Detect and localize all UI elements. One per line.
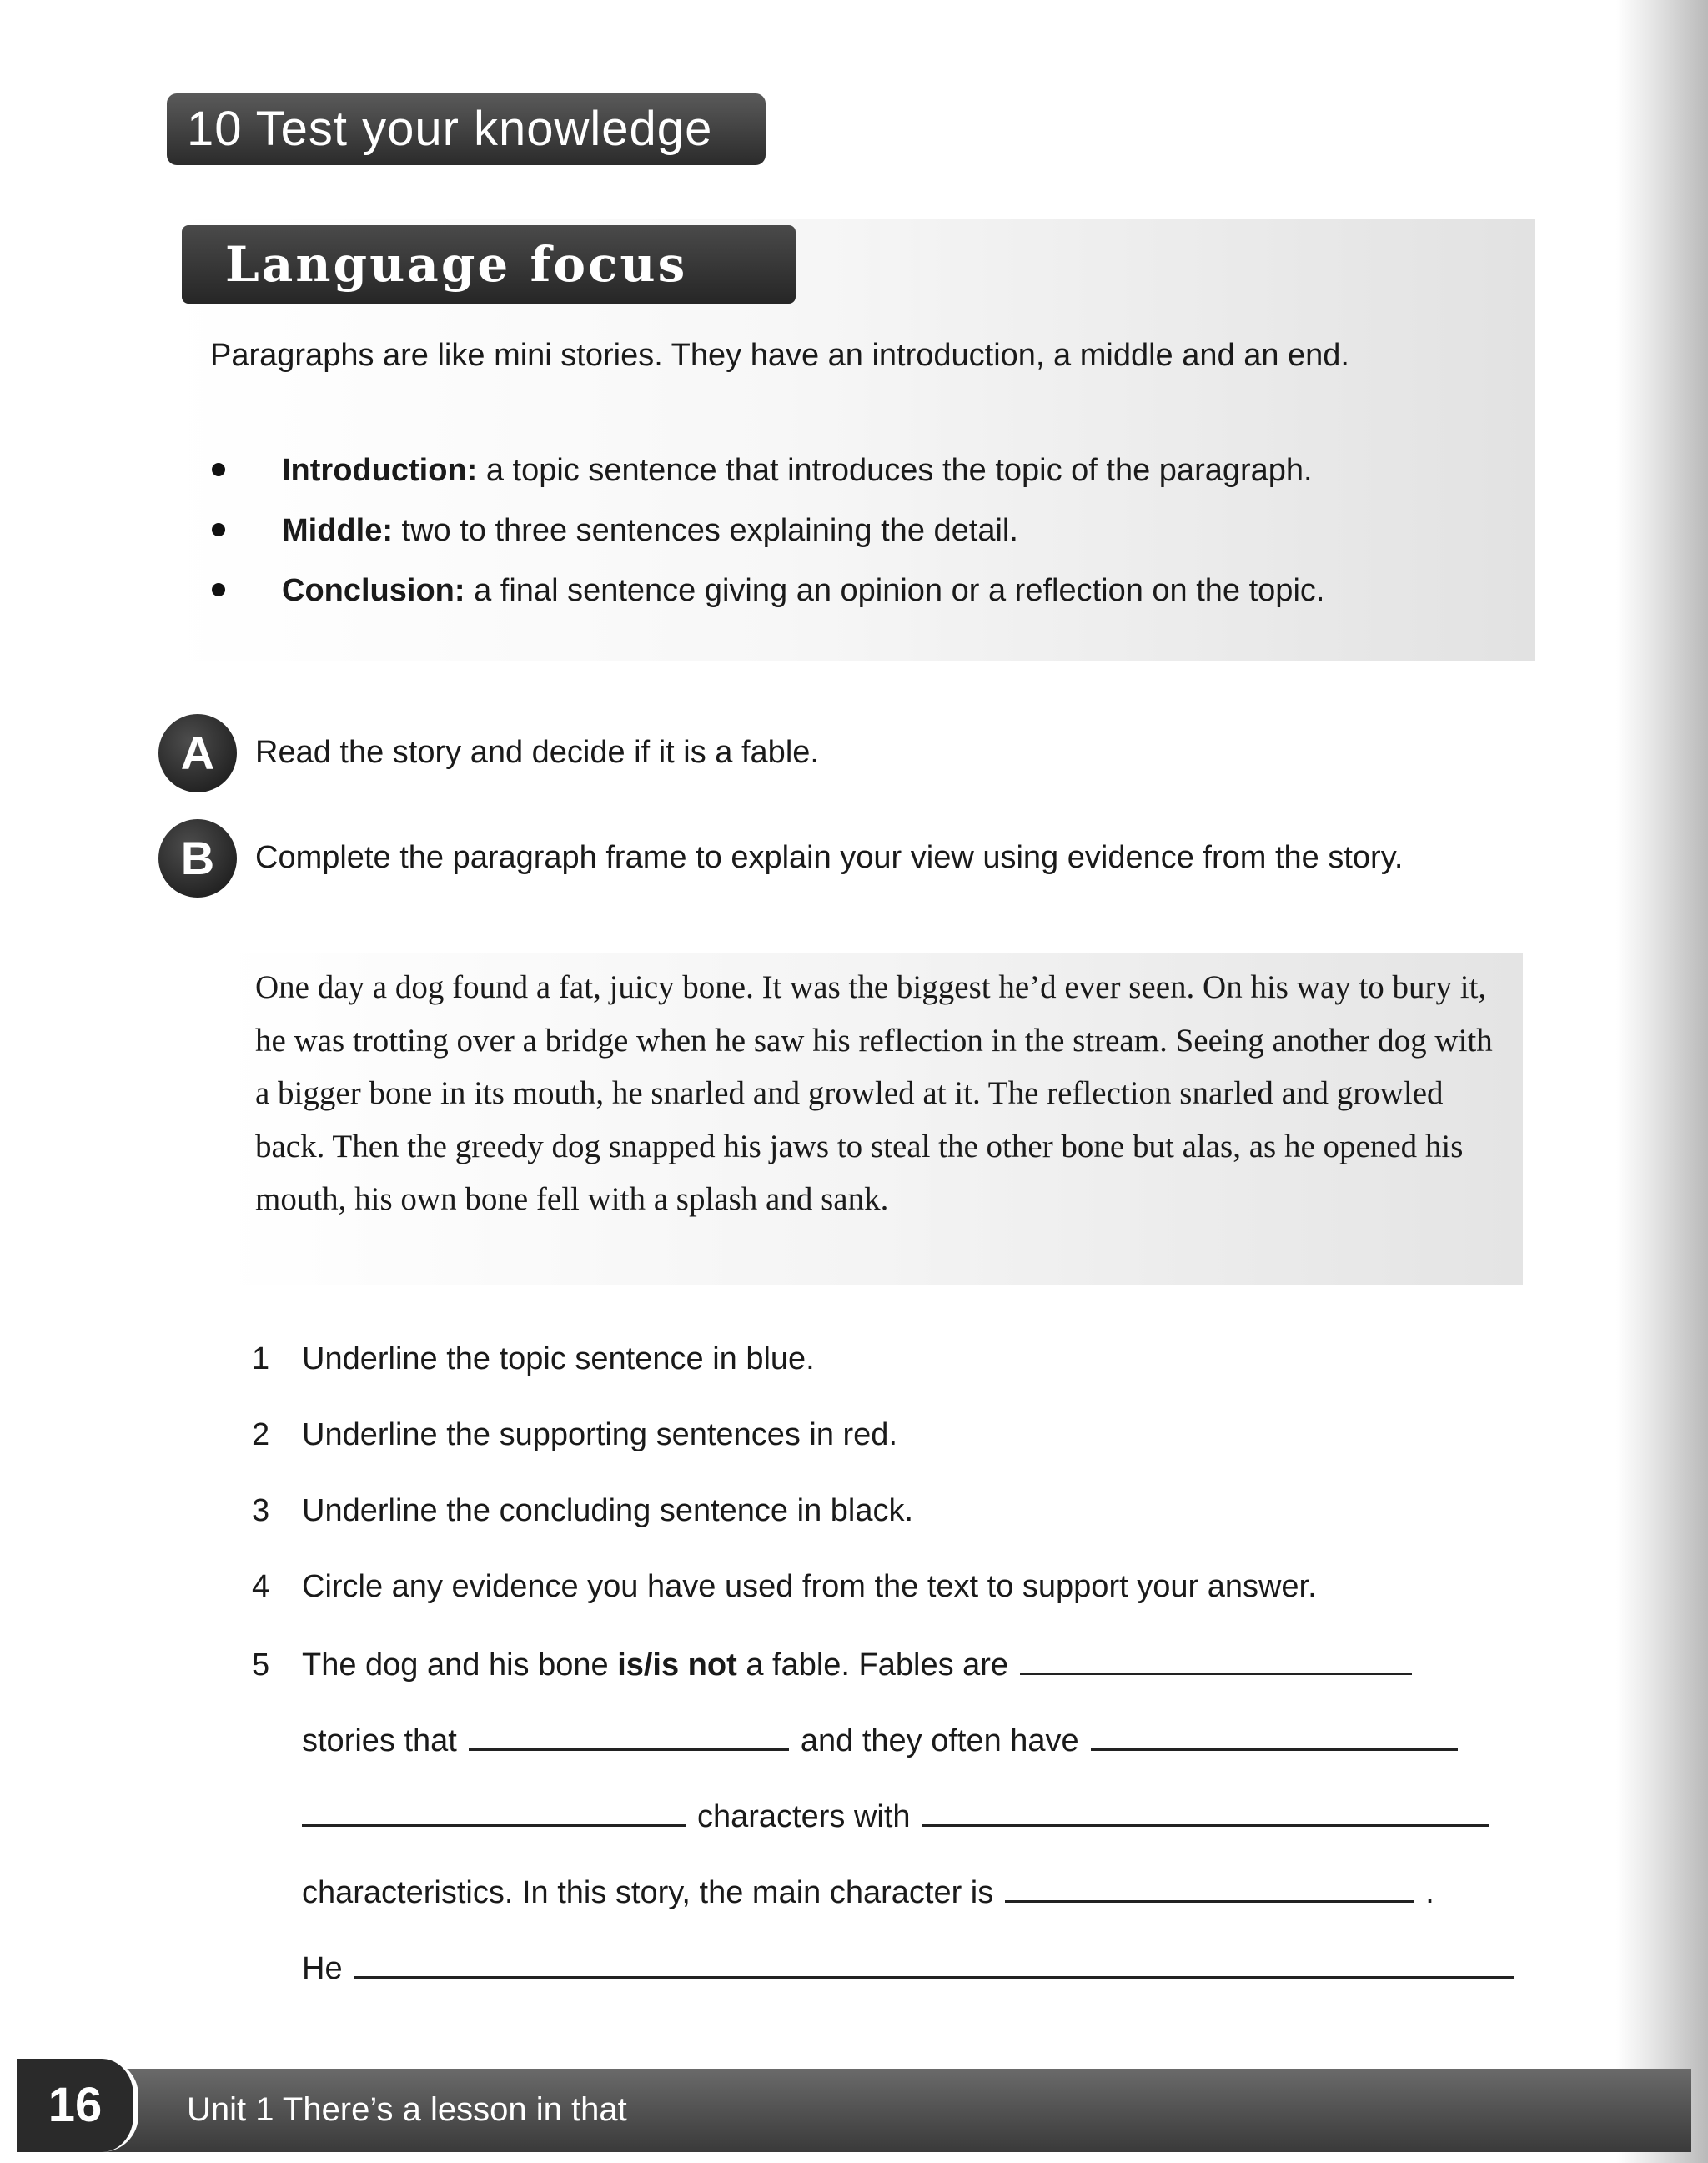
story-text: One day a dog found a fat, juicy bone. It was the biggest he’d ever seen. On his way to bury it, he was trotting over a bridge when he saw his reflection in the stream. Seeing another dog with a bigger bone in its mouth, he snarled and growled at it. The reflection snarled and growled back. Then the greedy dog snapped his jaws to steal the other bone but alas, as he opened his mouth, his own bone fell with a splash and sank.: [255, 969, 1493, 1217]
question-item: [252, 1484, 1536, 1560]
answer-blank[interactable]: [1005, 1864, 1414, 1903]
bullet-dot: [212, 583, 225, 596]
question-number: 1: [252, 1341, 270, 1376]
frame-text: characters with: [697, 1799, 911, 1834]
frame-line-5: [302, 1939, 1525, 1993]
frame-text: .: [1425, 1875, 1434, 1910]
language-focus-heading: Language focus: [182, 225, 796, 304]
frame-choice: is/is not: [617, 1647, 737, 1683]
question-number: 3: [252, 1493, 270, 1528]
page-edge-shadow: [1616, 0, 1708, 2163]
question-text: Circle any evidence you have used from the text to support your answer.: [302, 1569, 1317, 1604]
bullet-text: a final sentence giving an opinion or a reflection on the topic.: [465, 573, 1325, 608]
bullet-dot: [212, 523, 225, 536]
question-number: 5: [252, 1647, 270, 1683]
frame-line-4: [302, 1864, 1434, 1917]
bullet-text: a topic sentence that introduces the topic of the paragraph.: [477, 453, 1313, 488]
task-letter-badge: A: [158, 714, 237, 792]
unit-title: Unit 1 There’s a lesson in that: [187, 2091, 627, 2128]
frame-text: He: [302, 1951, 343, 1986]
task-instruction: Read the story and decide if it is a fable.: [255, 735, 819, 770]
question-number: 4: [252, 1569, 270, 1604]
question-text: Underline the supporting sentences in red.: [302, 1417, 898, 1452]
answer-blank[interactable]: [469, 1712, 789, 1751]
bullet-introduction: [210, 440, 1528, 501]
question-item: [252, 1560, 1536, 1636]
frame-line-2: [302, 1712, 1469, 1765]
answer-blank[interactable]: [1020, 1636, 1412, 1675]
page-number: 16: [17, 2059, 138, 2152]
question-item: [252, 1332, 1536, 1408]
bullet-middle: [210, 501, 1528, 561]
section-title: 10 Test your knowledge: [167, 93, 766, 165]
answer-blank[interactable]: [354, 1939, 1514, 1979]
bullet-term: Middle:: [282, 513, 393, 548]
bullet-term: Conclusion:: [282, 573, 465, 608]
answer-blank[interactable]: [922, 1788, 1489, 1827]
bullet-text: two to three sentences explaining the detail.: [392, 513, 1018, 548]
frame-text: stories that: [302, 1723, 457, 1758]
question-text: Underline the topic sentence in blue.: [302, 1341, 815, 1376]
frame-text: characteristics. In this story, the main character is: [302, 1875, 994, 1910]
frame-text: The dog and his bone: [302, 1647, 618, 1683]
bullet-term: Introduction:: [282, 453, 478, 488]
frame-line-1: [252, 1636, 1424, 1689]
language-focus-intro: Paragraphs are like mini stories. They have an introduction, a middle and an end.: [210, 338, 1349, 373]
answer-blank[interactable]: [1091, 1712, 1458, 1751]
question-item: [252, 1408, 1536, 1484]
task-letter-badge: B: [158, 819, 237, 898]
language-focus-bullets: [210, 440, 1528, 621]
question-number: 2: [252, 1417, 270, 1452]
frame-text: a fable. Fables are: [736, 1647, 1009, 1683]
frame-text: and they often have: [800, 1723, 1079, 1758]
task-instruction: Complete the paragraph frame to explain your view using evidence from the story.: [255, 840, 1404, 875]
frame-line-3: [302, 1788, 1501, 1841]
question-list: [252, 1332, 1536, 1636]
question-text: Underline the concluding sentence in black.: [302, 1493, 914, 1528]
bullet-conclusion: [210, 561, 1528, 621]
bullet-dot: [212, 463, 225, 476]
answer-blank[interactable]: [302, 1788, 686, 1827]
